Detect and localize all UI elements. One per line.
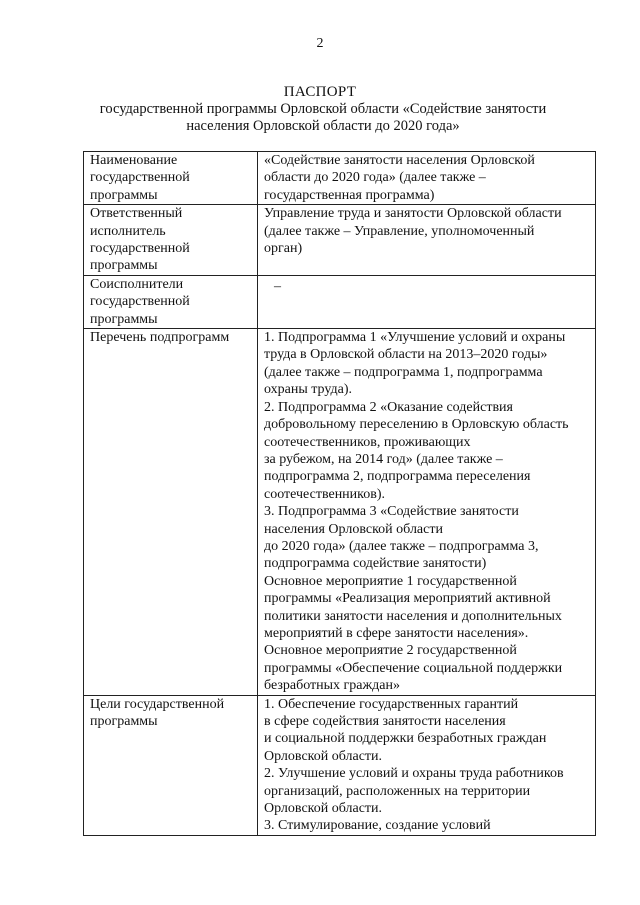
- value-line: до 2020 года» (далее также – подпрограмма 3,: [264, 538, 539, 554]
- table-row-program-goals: [84, 695, 596, 835]
- label-line: государственной: [90, 170, 190, 186]
- value-line: программы «Обеспечение социальной поддержки: [264, 660, 563, 676]
- value-line: за рубежом, на 2014 год» (далее также –: [264, 451, 503, 467]
- value-line: 2. Подпрограмма 2 «Оказание содействия: [264, 399, 513, 415]
- label-line: программы: [90, 187, 158, 203]
- value-line: 1. Подпрограмма 1 «Улучшение условий и охраны: [264, 330, 566, 346]
- row-value: [258, 152, 596, 205]
- label-line: Перечень подпрограмм: [90, 330, 230, 346]
- label-line: государственной: [90, 241, 190, 257]
- label-line: Наименование: [90, 153, 178, 168]
- value-line: 2. Улучшение условий и охраны труда работников: [264, 766, 564, 782]
- label-line: Ответственный: [90, 206, 183, 222]
- value-line: соотечественников, проживающих: [264, 434, 471, 450]
- label-line: Соисполнители: [90, 276, 184, 292]
- table-row-responsible-executor: [84, 205, 596, 276]
- table-row-subprograms: [84, 329, 596, 696]
- row-value: [258, 329, 596, 696]
- label-line: программы: [90, 258, 158, 274]
- value-line: и социальной поддержки безработных граждан: [264, 731, 547, 747]
- row-label: [84, 695, 258, 835]
- value-line: в сфере содействия занятости населения: [264, 714, 506, 729]
- value-line: «Содействие занятости населения Орловской: [264, 153, 535, 168]
- row-label: [84, 275, 258, 328]
- row-label: [84, 205, 258, 276]
- row-value: [258, 275, 596, 328]
- row-value: [258, 695, 596, 835]
- value-line: Основное мероприятие 2 государственной: [264, 643, 517, 659]
- label-line: государственной: [90, 294, 190, 310]
- row-label: [84, 152, 258, 205]
- subtitle-line: государственной программы Орловской области «Содействие занятости: [99, 101, 547, 117]
- value-line: орган): [264, 241, 303, 257]
- subtitle-line: населения Орловской области до 2020 года»: [186, 118, 460, 134]
- document-subtitle: [95, 101, 551, 135]
- document-title: ПАСПОРТ: [283, 84, 357, 100]
- value-line: безработных граждан»: [264, 678, 400, 694]
- page-number: 2: [316, 36, 324, 51]
- value-line: области до 2020 года» (далее также –: [264, 170, 486, 186]
- value-line: охраны труда).: [264, 382, 352, 398]
- value-line: государственная программа): [264, 187, 435, 203]
- label-line: программы: [90, 714, 158, 729]
- row-label: [84, 329, 258, 696]
- passport-table: [83, 151, 596, 836]
- value-line: Основное мероприятие 1 государственной: [264, 573, 517, 589]
- value-line: труда в Орловской области на 2013–2020 годы»: [264, 347, 548, 363]
- value-line: организаций, расположенных на территории: [264, 783, 531, 799]
- label-line: исполнитель: [90, 223, 166, 239]
- value-line: подпрограмма 2, подпрограмма переселения: [264, 469, 531, 485]
- row-value: [258, 205, 596, 276]
- value-line: программы «Реализация мероприятий активной: [264, 591, 551, 607]
- value-line: 3. Стимулирование, создание условий: [264, 818, 491, 834]
- value-line: 1. Обеспечение государственных гарантий: [264, 696, 519, 712]
- value-line: –: [274, 278, 281, 294]
- value-line: населения Орловской области: [264, 521, 443, 537]
- value-line: (далее также – Управление, уполномоченный: [264, 223, 535, 239]
- value-line: мероприятий в сфере занятости населения».: [264, 625, 529, 641]
- value-line: подпрограмма содействие занятости): [264, 556, 487, 572]
- value-line: добровольному переселению в Орловскую область: [264, 417, 569, 433]
- value-line: политики занятости населения и дополнительных: [264, 608, 562, 624]
- table-row-co-executors: [84, 275, 596, 328]
- table-row-program-name: [84, 152, 596, 205]
- label-line: программы: [90, 311, 158, 327]
- value-line: Управление труда и занятости Орловской области: [264, 206, 562, 222]
- value-line: (далее также – подпрограмма 1, подпрограмма: [264, 364, 543, 380]
- value-line: Орловской области.: [264, 748, 383, 764]
- value-line: Орловской области.: [264, 801, 383, 817]
- value-line: 3. Подпрограмма 3 «Содействие занятости: [264, 504, 519, 520]
- value-line: соотечественников).: [264, 486, 386, 502]
- label-line: Цели государственной: [90, 696, 225, 712]
